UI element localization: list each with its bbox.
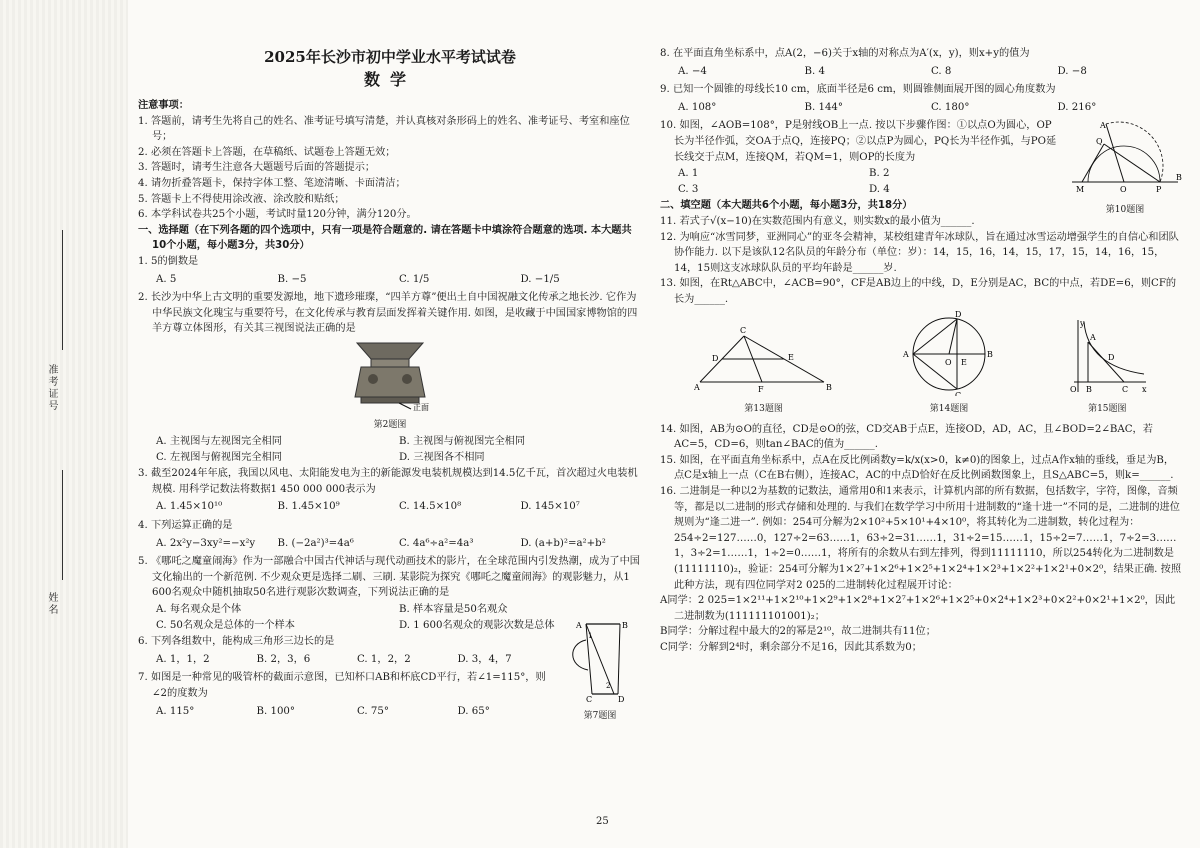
svg-text:O: O <box>944 357 952 367</box>
q2-figure-caption: 第2题图 <box>373 419 407 430</box>
option-a: A. 主视图与左视图完全相同 <box>156 436 282 448</box>
svg-text:D: D <box>711 353 719 363</box>
svg-text:P: P <box>1156 185 1162 195</box>
question-1: 1. 5的倒数是 <box>138 255 199 267</box>
svg-text:1: 1 <box>588 632 593 641</box>
question-7: 7. 如图是一种常见的吸管杯的截面示意图，已知杯口AB和杯底CD平行，若∠1=115°，则∠2的度数为 <box>138 672 546 699</box>
svg-text:C: C <box>739 325 746 335</box>
exam-title: 2025年长沙市初中学业水平考试试卷 <box>264 48 516 66</box>
option-d: D. 三视图各不相同 <box>399 451 485 463</box>
question-12: 12. 为响应“冰雪同梦，亚洲同心”的亚冬会精神，某校组建青年冰球队，旨在通过冰雪运动增强学生的自信心和团队协作能力. 以下是该队12名队员的年龄分布（单位：岁）：14，15，16，14，15，17，15，14，16，15，14，15则这支冰球队队员的平均年龄是______岁. <box>660 231 1179 274</box>
section-1-title: 一、选择题（在下列各题的四个选项中，只有一项是符合题意的. 请在答题卡中填涂符合题意的选项. 本大题共10个小题，每小题3分，共30分） <box>138 224 632 252</box>
circle-chord-diagram <box>901 310 997 396</box>
option-c: C. 50名观众是总体的一个样本 <box>156 619 295 631</box>
option-a: A. 115° <box>156 705 195 717</box>
option-b: B. (−2a²)³=4a⁶ <box>277 537 354 549</box>
question-4: 4. 下列运算正确的是 <box>138 520 233 532</box>
svg-text:D: D <box>954 309 962 319</box>
question-6: 6. 下列各组数中，能构成三角形三边长的是 <box>138 636 335 648</box>
option-d: D. 4 <box>869 183 890 195</box>
svg-text:O: O <box>1120 185 1127 195</box>
left-column <box>138 46 642 722</box>
note-item: 1. 答题前，请考生先将自己的姓名、准考证号填写清楚，并认真核对条形码上的姓名、准考证号、考室和座位号； <box>138 115 630 143</box>
notes-title: 注意事项： <box>138 100 189 111</box>
inverse-function-diagram <box>1064 316 1150 396</box>
option-a: A. −4 <box>678 65 707 77</box>
name-label: 姓名 <box>46 592 57 616</box>
question-7-options <box>138 704 558 720</box>
note-item: 5. 答题卡上不得使用涂改液、涂改胶和贴纸； <box>138 193 345 205</box>
q13-q15-figures <box>660 310 1184 418</box>
question-3: 3. 截至2024年年底，我国以风电、太阳能发电为主的新能源发电装机规模达到14.5亿千瓦，首次超过火电装机规模. 用科学记数法将数据1 450 000 000表示为 <box>138 468 638 495</box>
option-a: A. 108° <box>678 101 717 113</box>
svg-text:x: x <box>1142 384 1147 394</box>
candidate-number-line <box>62 230 63 350</box>
option-b: B. 主视图与俯视图完全相同 <box>399 436 526 448</box>
q16-student-b: B同学：分解过程中最大的2的幂是2¹⁰，故二进制共有11位； <box>660 626 936 638</box>
svg-text:Q: Q <box>1096 137 1103 147</box>
svg-text:B: B <box>1086 384 1093 394</box>
svg-text:B: B <box>1176 173 1182 183</box>
question-14: 14. 如图，AB为⊙O的直径，CD是⊙O的弦，CD交AB于点E，连接OD，AD，AC，且∠BOD=2∠BAC，若AC=5，CD=6，则tan∠BAC的值为______. <box>660 423 1153 451</box>
option-a: A. 每名观众是个体 <box>156 604 242 616</box>
option-c: C. 8 <box>931 65 952 77</box>
question-15: 15. 如图，在平面直角坐标系中，点A在反比例函数y=k/x(x>0，k≠0)的图象上，过点A作x轴的垂线，垂足为B，点C是x轴上一点（C在B右侧），连接AC，AC的中点D恰好在反比例函数图象上，且S△ABC=5，则k=______. <box>660 454 1175 482</box>
note-item: 4. 请勿折叠答题卡，保持字体工整、笔迹清晰、卡面清洁； <box>138 177 406 189</box>
question-1-options <box>138 272 642 288</box>
svg-text:C: C <box>1122 384 1129 394</box>
option-a: A. 2x²y−3xy²=−x²y <box>156 537 256 549</box>
svg-text:E: E <box>960 357 967 367</box>
option-b: B. 100° <box>256 705 296 717</box>
straw-cup-diagram <box>562 618 638 702</box>
q13-figure <box>694 324 834 418</box>
option-b: B. 1.45×10⁹ <box>277 501 340 513</box>
question-10-options <box>660 166 1060 197</box>
note-item: 2. 必须在答题卡上答题，在草稿纸、试题卷上答题无效； <box>138 146 396 158</box>
svg-text:E: E <box>787 352 794 362</box>
option-a: A. 5 <box>156 273 177 285</box>
option-a: A. 1，1，2 <box>156 653 210 665</box>
option-b: B. 144° <box>804 101 844 113</box>
q10-figure <box>1066 118 1184 218</box>
arc-construction-diagram <box>1066 118 1184 196</box>
svg-text:A: A <box>576 621 582 631</box>
option-c: C. 3 <box>678 183 699 195</box>
option-c: C. 180° <box>931 101 970 113</box>
page-number: 25 <box>596 816 609 827</box>
exam-subject: 数学 <box>363 70 416 89</box>
question-9-options <box>660 100 1184 116</box>
option-b: B. −5 <box>277 273 307 285</box>
bronze-vessel-image <box>325 337 455 411</box>
question-8-options <box>660 64 1184 80</box>
option-c: C. 4a⁶÷a²=4a³ <box>399 537 474 549</box>
option-d: D. −8 <box>1057 65 1087 77</box>
option-d: D. 3，4，7 <box>457 653 512 665</box>
question-13: 13. 如图，在Rt△ABC中，∠ACB=90°，CF是AB边上的中线，D，E分别是AC，BC的中点，若DE=6，则CF的长为______. <box>660 278 1177 305</box>
svg-text:B: B <box>986 349 993 359</box>
question-3-options <box>138 499 642 515</box>
question-8: 8. 在平面直角坐标系中，点A(2，−6)关于x轴的对称点为A′(x，y)，则x+y的值为 <box>660 48 1030 59</box>
option-d: D. 145×10⁷ <box>520 501 580 513</box>
q14-figure <box>901 310 997 418</box>
option-d: D. 65° <box>457 705 490 717</box>
option-a: A. 1 <box>678 168 699 180</box>
binding-margin <box>0 0 128 848</box>
question-9: 9. 已知一个圆锥的母线长10 cm，底面半径是6 cm，则圆锥侧面展开图的圆心角度数为 <box>660 84 1056 96</box>
option-d: D. 216° <box>1057 101 1097 113</box>
svg-text:A: A <box>1090 332 1097 342</box>
svg-text:A: A <box>1100 121 1106 131</box>
q7-figure-caption: 第7题图 <box>583 710 617 721</box>
q7-figure <box>562 618 638 724</box>
option-b: B. 样本容量是50名观众 <box>399 604 508 616</box>
q16-student-c: C同学：分解到2⁴时，剩余部分不足16，因此其系数为0； <box>660 642 922 653</box>
question-2-options <box>138 434 642 465</box>
question-10: 10. 如图，∠AOB=108°，P是射线OB上一点. 按以下步骤作图：①以点O为圆心，OP长为半径作弧，交OA于点Q，连接PQ；②以点P为圆心，PQ长为半径作弧，与PO延长线交于点M，连接QM，若QM=1，则OP的长度为 <box>660 120 1057 163</box>
option-c: C. 75° <box>357 705 389 717</box>
option-c: C. 1，2，2 <box>357 653 411 665</box>
question-2: 2. 长沙为中华上古文明的重要发源地，地下遗珍璀璨，“四羊方尊”便出土自中国祝融文化传承之地长沙. 它作为中华民族文化瑰宝与重要符号，在文化传承与教育层面发挥着关键作用. 如图，是收藏于中国国家博物馆的四羊方尊立体图形，有关其三视图说法正确的是 <box>138 292 638 335</box>
option-b: B. 2，3，6 <box>256 653 311 665</box>
option-b: B. 4 <box>804 65 825 77</box>
svg-text:y: y <box>1080 318 1085 328</box>
option-c: C. 14.5×10⁸ <box>399 501 462 513</box>
svg-text:2: 2 <box>606 682 611 691</box>
q10-figure-caption: 第10题图 <box>1105 204 1145 215</box>
svg-text:D: D <box>1108 352 1115 362</box>
svg-text:F: F <box>757 384 764 394</box>
question-6-options <box>138 652 558 668</box>
q2-figure <box>138 337 642 433</box>
svg-text:A: A <box>902 349 909 359</box>
right-column <box>660 46 1184 656</box>
question-5: 5. 《哪吒之魔童闹海》作为一部融合中国古代神话与现代动画技术的影片，在全球范围内引发热潮，成为了中国文化输出的一个新范例. 不少观众更是选择二刷、三刷. 某影院为探究《哪吒之魔童闹海》的观影魅力，从1 600名观众中随机抽取50名进行观影次数调查，下列说法正确的是 <box>138 556 640 599</box>
svg-text:O: O <box>1070 384 1077 394</box>
svg-text:A: A <box>693 382 700 392</box>
q14-figure-caption: 第14题图 <box>929 404 969 415</box>
svg-text:B: B <box>622 621 628 631</box>
svg-text:B: B <box>825 382 832 392</box>
svg-text:C: C <box>954 390 962 396</box>
question-4-options <box>138 536 642 552</box>
note-item: 3. 答题时，请考生注意各大题题号后面的答题提示； <box>138 162 376 174</box>
option-d: D. 1 600名观众的观影次数是总体 <box>399 619 555 631</box>
option-c: C. 左视图与俯视图完全相同 <box>156 451 282 463</box>
q15-figure <box>1064 316 1150 418</box>
question-11: 11. 若式子√(x−10)在实数范围内有意义，则实数x的最小值为______. <box>660 215 975 227</box>
section-2-title: 二、填空题（本大题共6个小题，每小题3分，共18分） <box>660 200 913 212</box>
q13-figure-caption: 第13题图 <box>744 404 783 415</box>
question-16: 16. 二进制是一种以2为基数的记数法，通常用0和1来表示，计算机内部的所有数据，包括数字，字符，图像，音频等，都是以二进制的形式存储和处理的. 与我们在数学学习中所用十进制数的“逢十进一”不同的是，二进制的进位规则为“逢二进一”. 例如：254可分解为2×10²+5×10¹+4×10⁰，将其转化为二进制数，转化过程为：254÷2=127……0，127÷2=63……1，63÷2=31……1，31÷2=15……1，15÷2=7……1，7÷2=3……1，3÷2=1……1，1÷2=0……1，将所有的余数从右到左排列，得到11111110，所以254转化为二进制数是(11111110)₂，验证：254可分解为1×2⁷+1×2⁶+1×2⁵+1×2⁴+1×2³+1×2²+1×2¹+0×2⁰，结果正确. 按照此种方法，现有四位同学对2 025的二进制转化过程展开讨论： <box>660 486 1182 591</box>
front-view-label: 正面 <box>413 402 429 411</box>
note-item: 6. 本学科试卷共25个小题，考试时量120分钟，满分120分。 <box>138 209 417 221</box>
option-d: D. (a+b)²=a²+b² <box>520 537 606 549</box>
q15-figure-caption: 第15题图 <box>1088 404 1127 415</box>
option-d: D. −1/5 <box>520 273 560 285</box>
option-a: A. 1.45×10¹⁰ <box>156 501 223 513</box>
name-line <box>62 470 63 580</box>
candidate-number-label: 准考证号 <box>46 364 57 412</box>
svg-text:M: M <box>1076 185 1085 195</box>
q16-student-a: A同学：2 025=1×2¹¹+1×2¹⁰+1×2⁹+1×2⁸+1×2⁷+1×2⁶+1×2⁵+0×2⁴+1×2³+0×2²+0×2¹+1×2⁰，因此二进制数为(111111101001)₂； <box>660 595 1176 622</box>
triangle-midline-diagram <box>694 324 834 396</box>
option-b: B. 2 <box>869 168 890 180</box>
svg-text:C: C <box>586 695 593 703</box>
option-c: C. 1/5 <box>399 273 430 285</box>
svg-text:D: D <box>618 695 625 703</box>
